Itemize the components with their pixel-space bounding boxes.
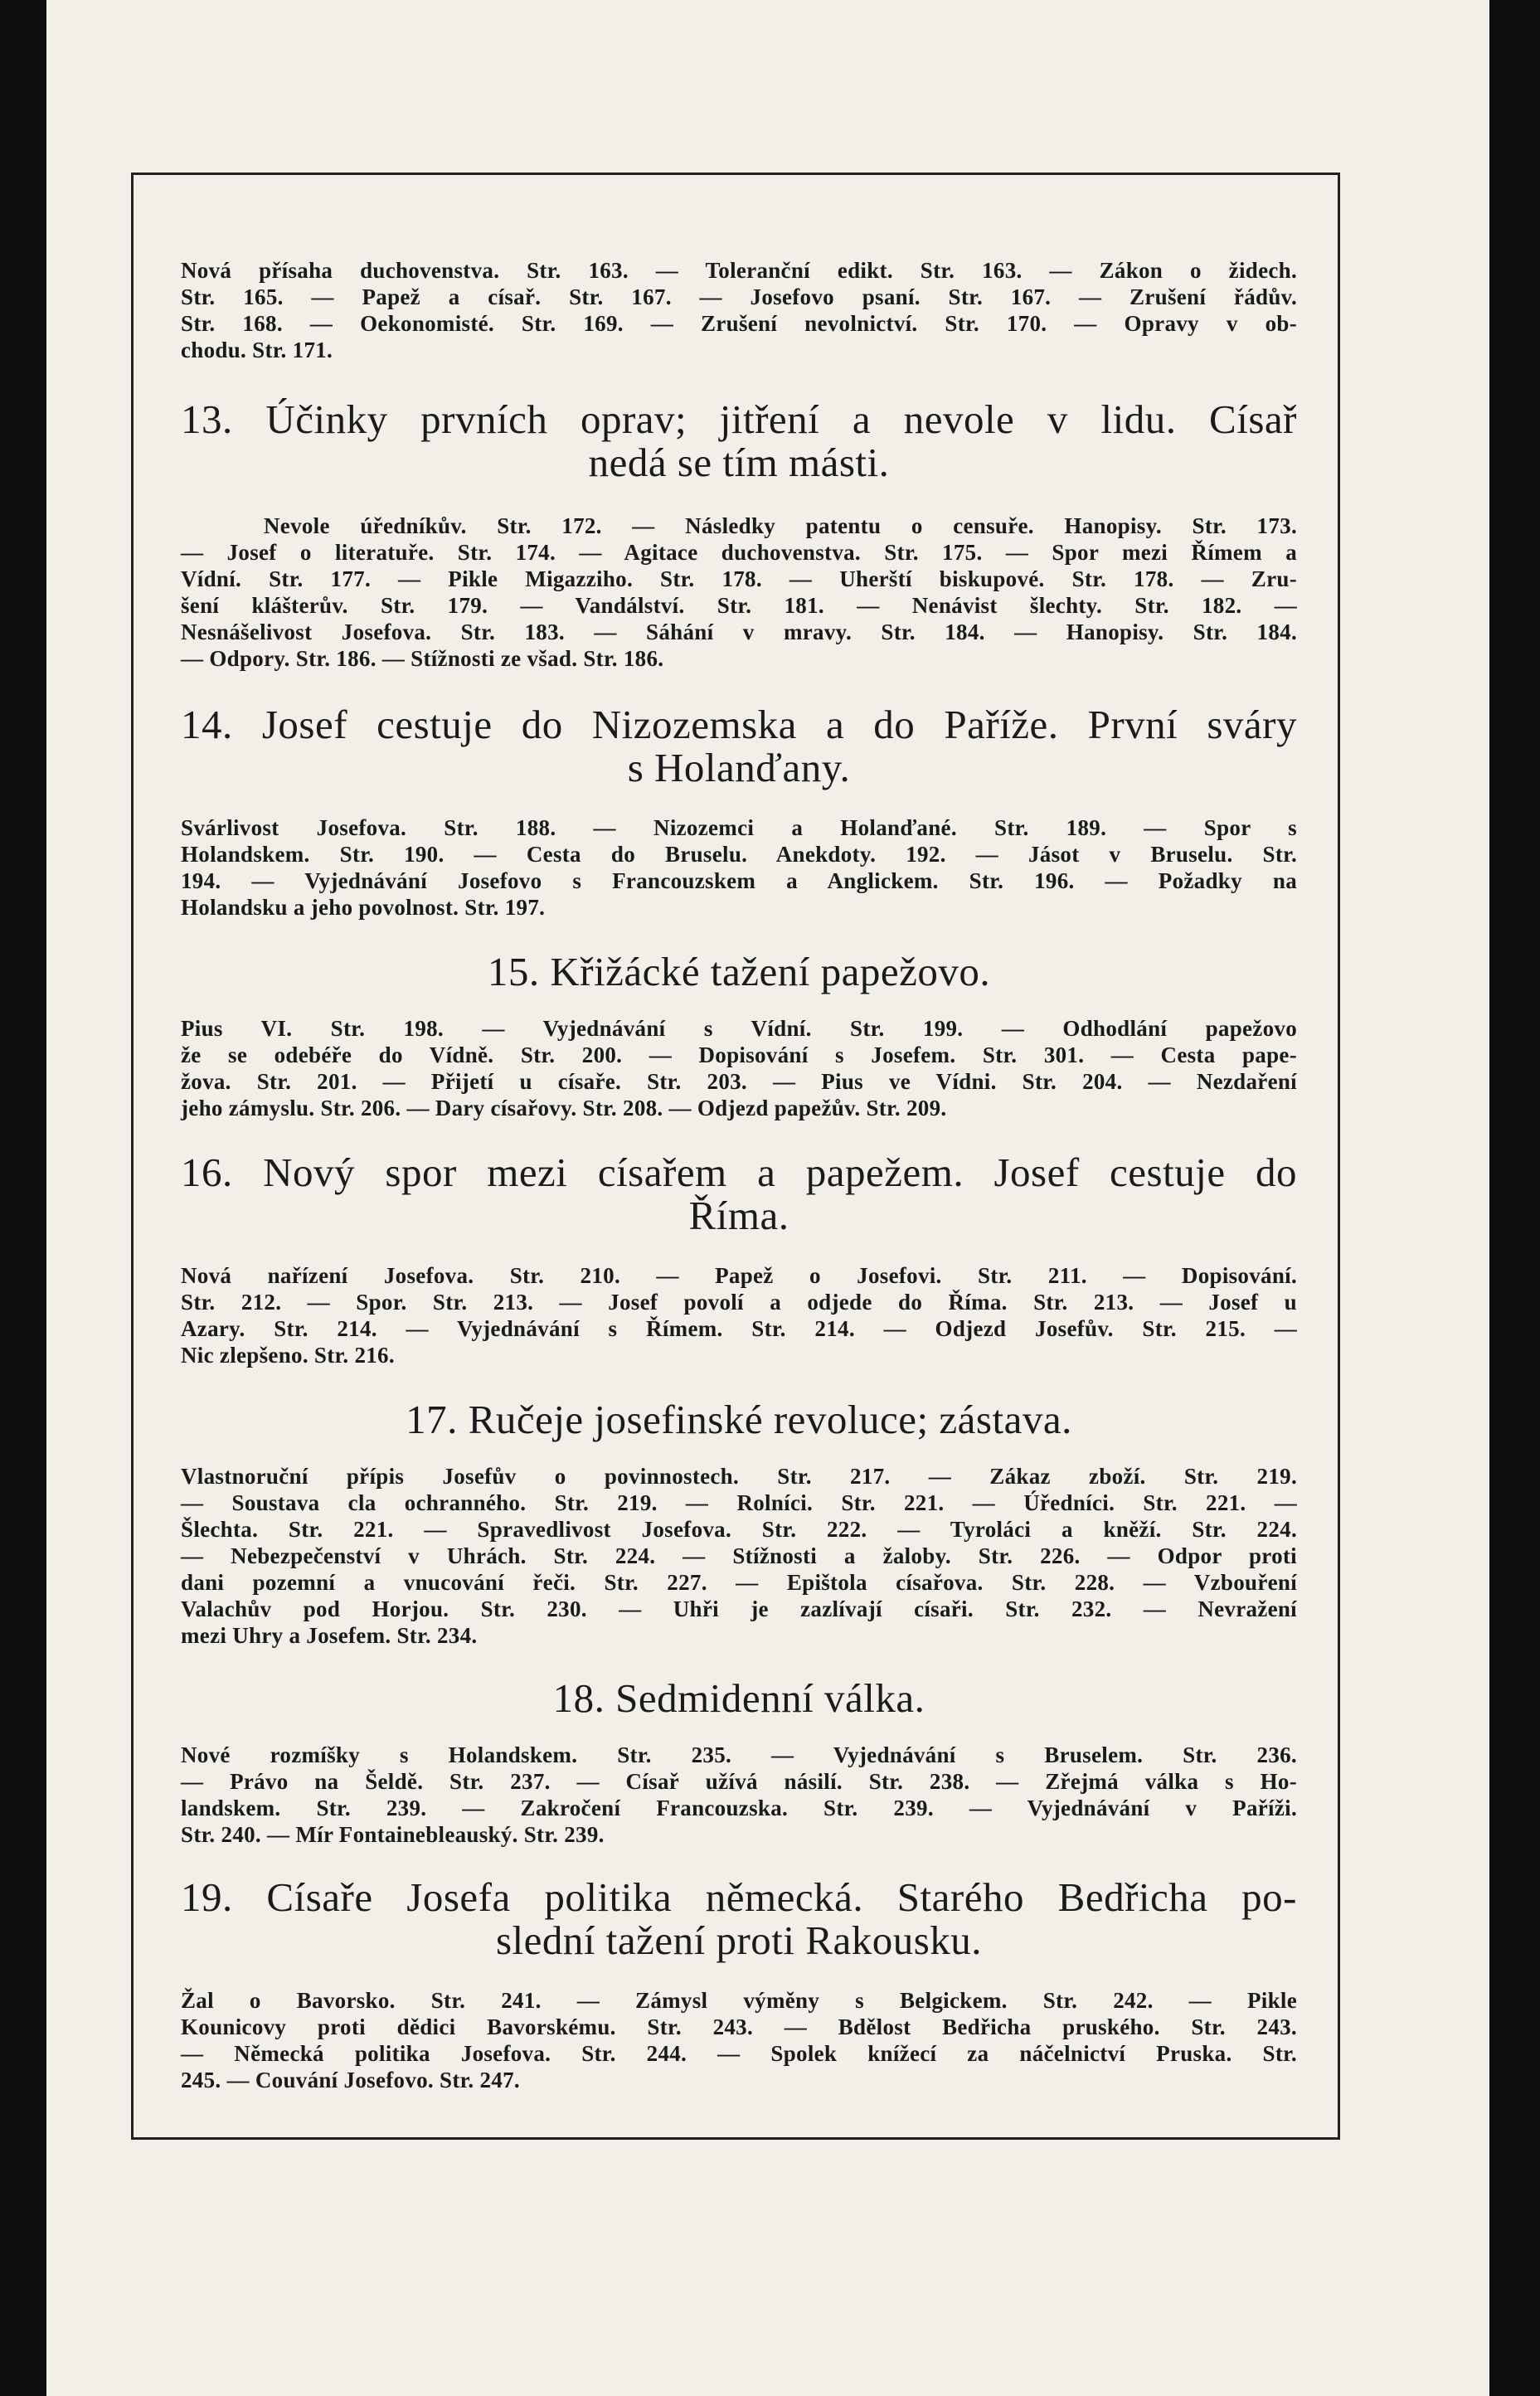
summary-line: žova. Str. 201. — Přijetí u císaře. Str. 203. — Pius ve Vídni. Str. 204. — Nezdaření <box>181 1069 1297 1094</box>
chapter-13-summary <box>181 513 1297 539</box>
chapter-13-heading <box>181 398 1297 484</box>
chapter-15-heading <box>181 950 1297 994</box>
chapter-title-continued: nedá se tím másti. <box>588 440 890 485</box>
chapter-14-summary <box>181 814 1297 921</box>
summary-line: 194. — Vyjednávání Josefovo s Francouzskem a Anglickem. Str. 196. — Požadky na <box>181 868 1297 893</box>
summary-line: Žal o Bavorsko. Str. 241. — Zámysl výměny s Belgickem. Str. 242. — Pikle <box>181 1988 1297 2013</box>
summary-line: Kounicovy proti dědici Bavorskému. Str. 243. — Bdělost Bedřicha pruského. Str. 243. <box>181 2014 1297 2039</box>
summary-line: dani pozemní a vnucování řeči. Str. 227. — Epištola císařova. Str. 228. — Vzbouření <box>181 1570 1297 1595</box>
summary-line: Vídní. Str. 177. — Pikle Migazziho. Str. 178. — Uherští biskupové. Str. 178. — Zru- <box>181 566 1297 591</box>
summary-line: Str. 165. — Papež a císař. Str. 167. — Josefovo psaní. Str. 167. — Zrušení řádův. <box>181 284 1297 309</box>
summary-line: — Josef o literatuře. Str. 174. — Agitace duchovenstva. Str. 175. — Spor mezi Římem a <box>181 540 1297 565</box>
chapter-16-heading <box>181 1151 1297 1237</box>
summary-line: Nesnášelivost Josefova. Str. 183. — Sáhání v mravy. Str. 184. — Hanopisy. Str. 184. <box>181 620 1297 644</box>
summary-line: Nová přísaha duchovenstva. Str. 163. — Toleranční edikt. Str. 163. — Zákon o židech. <box>181 258 1297 283</box>
summary-line: Valachův pod Horjou. Str. 230. — Uhři je zazlívají císaři. Str. 232. — Nevražení <box>181 1597 1297 1621</box>
summary-line: Str. 168. — Oekonomisté. Str. 169. — Zrušení nevolnictví. Str. 170. — Opravy v ob- <box>181 311 1297 336</box>
summary-line: Svárlivost Josefova. Str. 188. — Nizozemci a Holanďané. Str. 189. — Spor s <box>181 815 1297 840</box>
summary-line: — Nebezpečenství v Uhrách. Str. 224. — Stížnosti a žaloby. Str. 226. — Odpor proti <box>181 1543 1297 1568</box>
chapter-16-summary <box>181 1262 1297 1368</box>
summary-line: Pius VI. Str. 198. — Vyjednávání s Vídní. Str. 199. — Odhodlání papežovo <box>181 1016 1297 1041</box>
table-of-contents <box>181 257 1297 2093</box>
summary-line: Šlechta. Str. 221. — Spravedlivost Josefova. Str. 222. — Tyroláci a kněží. Str. 224. <box>181 1517 1297 1542</box>
summary-line: Str. 212. — Spor. Str. 213. — Josef povolí a odjede do Říma. Str. 213. — Josef u <box>181 1290 1297 1315</box>
summary-line: chodu. Str. 171. <box>181 338 333 362</box>
chapter-title: 15. Křižácké tažení papežovo. <box>487 949 991 994</box>
intro-summary <box>181 257 1297 363</box>
chapter-title-continued: s Holanďany. <box>627 745 851 790</box>
summary-line: Azary. Str. 214. — Vyjednávání s Římem. Str. 214. — Odjezd Josefův. Str. 215. — <box>181 1316 1297 1341</box>
summary-line: šení klášterův. Str. 179. — Vandálství. Str. 181. — Nenávist šlechty. Str. 182. — <box>181 593 1297 618</box>
chapter-title: 13. Účinky prvních oprav; jitření a nevole v lidu. Císař <box>181 396 1297 442</box>
chapter-title: 16. Nový spor mezi císařem a papežem. Josef cestuje do <box>181 1149 1297 1195</box>
summary-line: Holandsku a jeho povolnost. Str. 197. <box>181 895 546 920</box>
chapter-17-heading <box>181 1398 1297 1441</box>
summary-line: — Odpory. Str. 186. — Stížnosti ze všad. Str. 186. <box>181 646 664 671</box>
chapter-18-summary <box>181 1742 1297 1848</box>
summary-line: že se odebéře do Vídně. Str. 200. — Dopisování s Josefem. Str. 301. — Cesta pape- <box>181 1042 1297 1067</box>
summary-line: jeho zámyslu. Str. 206. — Dary císařovy. Str. 208. — Odjezd papežův. Str. 209. <box>181 1096 947 1120</box>
summary-line: Holandskem. Str. 190. — Cesta do Bruselu. Anekdoty. 192. — Jásot v Bruselu. Str. <box>181 842 1297 867</box>
chapter-title: 14. Josef cestuje do Nizozemska a do Paříže. První sváry <box>181 702 1297 747</box>
summary-line: Vlastnoruční přípis Josefův o povinnostech. Str. 217. — Zákaz zboží. Str. 219. <box>181 1464 1297 1489</box>
chapter-title: 17. Ručeje josefinské revoluce; zástava. <box>406 1397 1072 1442</box>
chapter-13-summary-body <box>181 539 1297 672</box>
summary-line: Nic zlepšeno. Str. 216. <box>181 1343 395 1368</box>
chapter-18-heading <box>181 1677 1297 1720</box>
chapter-17-summary <box>181 1463 1297 1649</box>
summary-line: Nové rozmíšky s Holandskem. Str. 235. — Vyjednávání s Bruselem. Str. 236. <box>181 1742 1297 1767</box>
summary-line: — Soustava cla ochranného. Str. 219. — Rolníci. Str. 221. — Úředníci. Str. 221. — <box>181 1490 1297 1515</box>
chapter-19-summary <box>181 1987 1297 2093</box>
chapter-title: 19. Císaře Josefa politika německá. Starého Bedřicha po- <box>181 1874 1297 1920</box>
chapter-title-continued: slední tažení proti Rakousku. <box>495 1917 983 1963</box>
summary-line: — Německá politika Josefova. Str. 244. — Spolek knížecí za náčelnictví Pruska. Str. <box>181 2041 1297 2066</box>
chapter-title-continued: Říma. <box>688 1193 789 1238</box>
summary-line: Nová nařízení Josefova. Str. 210. — Papež o Josefovi. Str. 211. — Dopisování. <box>181 1263 1297 1288</box>
summary-line: Nevole úředníkův. Str. 172. — Následky patentu o censuře. Hanopisy. Str. 173. <box>264 513 1297 538</box>
chapter-15-summary <box>181 1015 1297 1121</box>
summary-line: landskem. Str. 239. — Zakročení Francouzska. Str. 239. — Vyjednávání v Paříži. <box>181 1796 1297 1820</box>
summary-line: Str. 240. — Mír Fontainebleauský. Str. 239. <box>181 1822 605 1847</box>
chapter-19-heading <box>181 1876 1297 1962</box>
chapter-14-heading <box>181 703 1297 790</box>
chapter-title: 18. Sedmidenní válka. <box>552 1675 925 1721</box>
summary-line: mezi Uhry a Josefem. Str. 234. <box>181 1623 478 1648</box>
summary-line: 245. — Couvání Josefovo. Str. 247. <box>181 2068 520 2092</box>
summary-line: — Právo na Šeldě. Str. 237. — Císař užívá násilí. Str. 238. — Zřejmá válka s Ho- <box>181 1769 1297 1794</box>
